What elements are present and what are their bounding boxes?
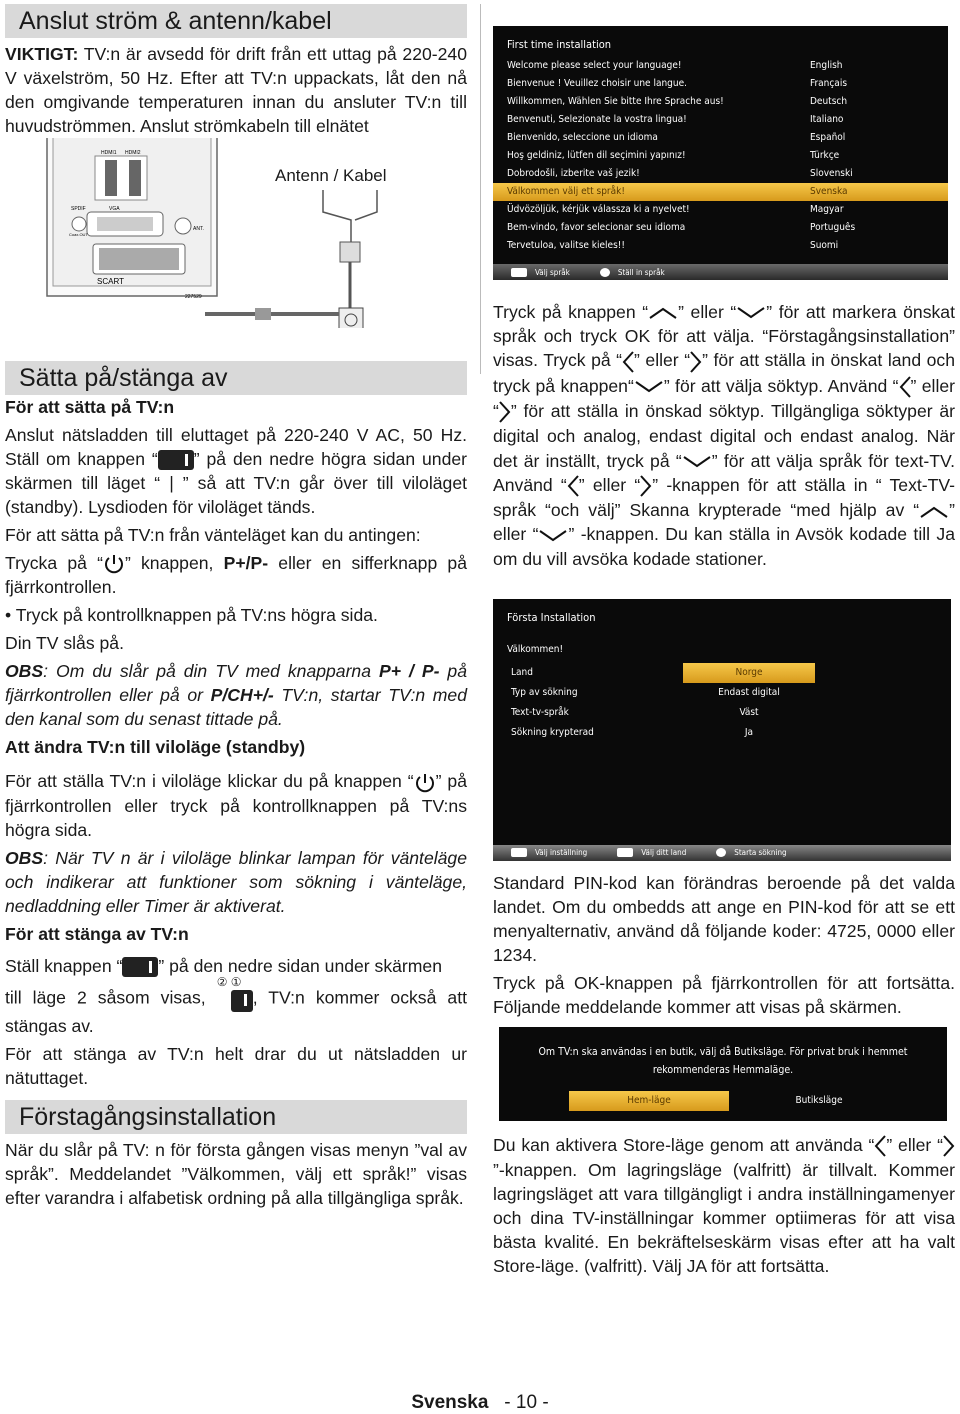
para-standby: För att ställa TV:n i viloläge klickar du på knappen “ ” på fjärrkontrollen eller tryck på kontrollknappen på TV:ns högra sida. <box>5 771 468 840</box>
power-icon <box>103 553 125 575</box>
footer-select-country: Välj ditt land <box>617 848 686 857</box>
language-row[interactable] <box>493 129 948 147</box>
footer-select-setting: Välj inställning <box>511 848 587 857</box>
para-press-power: Trycka på “ ” knappen, P+/P- eller en sifferknapp på fjärrkontrollen. <box>5 553 467 598</box>
section-title-on-off: Sätta på/stänga av <box>5 361 467 395</box>
screen-title: Första Installation <box>507 610 596 624</box>
language-welcome-text: Tervetuloa, valitse kieles!! <box>507 240 625 251</box>
setting-label: Land <box>511 666 533 678</box>
page-number: - 10 - <box>504 1392 549 1413</box>
down-arrow-icon <box>538 530 568 542</box>
language-name: Português <box>810 222 856 233</box>
power-icon <box>414 772 436 794</box>
setting-value[interactable]: Väst <box>739 706 759 718</box>
language-welcome-text: Bienvenue ! Veuillez choisir une langue. <box>507 78 687 89</box>
language-row[interactable] <box>493 57 948 75</box>
welcome-text: Välkommen! <box>507 643 564 655</box>
footer-language: Svenska <box>411 1392 489 1413</box>
switch-icon <box>122 957 158 977</box>
para-tv-on: Din TV slås på. <box>5 633 124 654</box>
language-name: Français <box>810 78 848 89</box>
setting-row[interactable] <box>493 703 951 723</box>
setting-row[interactable] <box>493 663 951 683</box>
language-row[interactable] <box>493 183 948 201</box>
language-welcome-text: Välkommen välj ett språk! <box>507 186 625 197</box>
language-name: Türkçe <box>810 150 840 161</box>
language-welcome-text: Benvenuti, Selezionate la vostra lingua! <box>507 114 687 125</box>
right-column <box>493 26 955 1278</box>
left-arrow-icon <box>874 1134 886 1158</box>
antenna-label: Antenn / Kabel <box>275 166 387 185</box>
settings-list <box>493 663 951 743</box>
coax-label: Coax.OUT <box>69 232 88 237</box>
para-first-install: När du slår på TV: n för första gången visas menyn ”val av språk”. Meddelandet ”Välkommen, välj ett språk!” visas efter varandra i alfabetisk ordning på alla tillgängliga språk. <box>5 1139 467 1208</box>
para-connect: Anslut nätsladden till eluttaget på 220-240 V AC, 50 Hz. Ställ om knappen “ ” på den nedre högra sidan under skärmen till läget “ | ” så att TV:n går över till viloläget (standby). Lysdioden för viloläget tänds. <box>5 425 467 517</box>
para-switch-off: Ställ knappen “ ” på den nedre sidan under skärmen <box>5 955 443 976</box>
right-arrow-icon <box>640 474 652 498</box>
language-welcome-text: Dobrodošli, izberite vaš jezik! <box>507 168 640 179</box>
store-mode-screen <box>499 1027 947 1121</box>
subheading-standby: Att ändra TV:n till viloläge (standby) <box>5 737 306 758</box>
language-welcome-text: Bienvenido, seleccione un idioma <box>507 132 658 143</box>
setting-value[interactable]: Ja <box>744 726 754 738</box>
scart-label: SCART <box>97 277 124 286</box>
para-ok: Tryck på OK-knappen på fjärrkontrollen för att fortsätta. Följande meddelande kommer att visas på skärmen. <box>493 972 955 1017</box>
screen-footer <box>493 264 948 280</box>
down-arrow-icon <box>634 381 664 393</box>
language-name: Svenska <box>810 186 848 197</box>
subheading-turn-off: För att stänga av TV:n <box>5 923 189 944</box>
setting-label: Sökning krypterad <box>511 726 594 738</box>
up-arrow-icon <box>919 506 949 518</box>
language-name: Slovenski <box>810 168 853 179</box>
store-mode-message: Om TV:n ska användas i en butik, välj då Butiksläge. För privat bruk i hemmet rekommenderas Hemmaläge. <box>538 1045 908 1076</box>
left-arrow-icon <box>622 350 634 374</box>
setting-label: Text-tv-språk <box>511 706 569 718</box>
language-welcome-text: Willkommen, Wählen Sie bitte Ihre Sprache aus! <box>507 96 724 107</box>
left-column <box>5 4 467 1210</box>
up-arrow-icon <box>648 307 678 319</box>
panel-code: 227529 <box>185 294 202 300</box>
para-store-mode: Du kan aktivera Store-läge genom att använda “ ” eller “”-knappen. Om lagringsläge (valfritt) är tillvalt. Kommer lagringsläget att vara tillgängligt i andra inställningamenyer och dina TV-inställningar kommer optiimeras för att visa bästa kvalité. En bekräftelseskärm visas efter att ha valt Store-läge. (valfritt). Välj JA för att fortsätta. <box>493 1134 955 1277</box>
setting-value[interactable]: Norge <box>683 663 815 683</box>
language-row[interactable] <box>493 75 948 93</box>
language-row[interactable] <box>493 93 948 111</box>
page-footer <box>0 1392 960 1414</box>
language-row[interactable] <box>493 165 948 183</box>
language-welcome-text: Welcome please select your language! <box>507 60 682 71</box>
hdmi2-label: HDMI2 <box>125 150 141 156</box>
hdmi1-label: HDMI1 <box>101 150 117 156</box>
screen-footer <box>493 845 951 861</box>
obs-note-1: OBS: Om du slår på din TV med knapparna P+ / P- på fjärrkontrollen eller på or P/CH+/- TV:n, startar TV:n med den kanal som du senast tittade på. <box>5 661 467 730</box>
para-position-2: till läge 2 såsom visas, ② ① , TV:n kommer också att stängas av. <box>5 974 467 1036</box>
footer-set-language: Ställ in språk <box>600 268 665 277</box>
left-arrow-icon <box>899 375 911 399</box>
setting-label: Typ av sökning <box>511 686 578 698</box>
language-row[interactable] <box>493 147 948 165</box>
setting-row[interactable] <box>493 723 951 743</box>
first-installation-screen <box>493 599 951 861</box>
language-row[interactable] <box>493 111 948 129</box>
right-arrow-icon <box>690 350 702 374</box>
language-row[interactable] <box>493 201 948 219</box>
home-mode-option[interactable]: Hem-läge <box>569 1091 729 1111</box>
language-name: English <box>810 60 843 71</box>
language-list <box>493 57 948 255</box>
setting-value[interactable]: Endast digital <box>718 686 780 698</box>
switch-icon <box>158 450 194 470</box>
subheading-turn-on: För att sätta på TV:n <box>5 397 175 417</box>
connection-diagram <box>5 138 467 328</box>
language-name: Magyar <box>810 204 844 215</box>
language-row[interactable] <box>493 237 948 255</box>
tv-back-panel-image <box>5 138 467 328</box>
down-arrow-icon <box>736 307 766 319</box>
switch-position-icon: ② ① <box>217 984 253 1014</box>
footer-start-search: Starta sökning <box>716 848 786 857</box>
column-divider <box>480 4 481 374</box>
para-unplug: För att stänga av TV:n helt drar du ut nätsladden ur nätuttaget. <box>5 1043 467 1088</box>
screen-title: First time installation <box>507 38 612 51</box>
language-welcome-text: Hoş geldiniz, lütfen dil seçimini yapınız! <box>507 150 686 161</box>
obs-note-2: OBS: När TV n är i viloläge blinkar lampan för vänteläge och indikerar att funktioner som sökning i vänteläge, nedladdning eller Timer är aktiverat. <box>5 847 467 916</box>
important-note: VIKTIGT: TV:n är avsedd för drift från ett uttag på 220-240 V växelström, 50 Hz. Efter att TV:n uppackats, låt den nå den omgivande temperaturen innan du ansluter TV:n till huvudströmmen. Anslut strömkabeln till elnätet <box>5 44 467 136</box>
spdif-label: SPDIF <box>71 206 86 212</box>
para-standby-options: För att sätta på TV:n från vänteläget kan du antingen: <box>5 525 421 545</box>
vga-label: VGA <box>109 206 120 212</box>
language-name: Suomi <box>810 240 839 251</box>
section-title-power-antenna: Anslut ström & antenn/kabel <box>5 4 467 38</box>
setting-row[interactable] <box>493 683 951 703</box>
language-name: Italiano <box>810 114 844 125</box>
para-pin: Standard PIN-kod kan förändras beroende på det valda landet. Om du ombedds att ange en PIN-kod för att se ett menyalternativ, använd då följande koder: 4725, 0000 eller 1234. <box>493 872 955 965</box>
right-arrow-icon <box>943 1134 955 1158</box>
down-arrow-icon <box>682 456 712 468</box>
store-mode-option[interactable]: Butiksläge <box>795 1094 843 1106</box>
ant-label: ANT. <box>193 226 204 232</box>
section-title-first-install: Förstagångsinstallation <box>5 1100 467 1134</box>
left-arrow-icon <box>567 474 579 498</box>
bullet-control-button: • Tryck på kontrollknappen på TV:ns högra sida. <box>5 605 378 626</box>
language-row[interactable] <box>493 219 948 237</box>
language-welcome-text: Bem-vindo, favor selecionar seu idioma <box>507 222 686 233</box>
language-name: Español <box>810 132 846 143</box>
para-navigation: Tryck på knappen “ ” eller “ ” för att markera önskat språk och tryck OK för att välja. “Förstagångsinstallation” visas. Tryck på “ ” eller “ ” för att ställa in önskat land och tryck på knappen“ ” för att välja söktyp. Använd “ ” eller “ ” för att ställa in önskad söktyp. Tillgängliga söktyper är digital och analog, endast digital och endast analog. När det är inställt, tryck på “ ” för att välja språk för text-TV. Använd “ ” eller “ ” -knappen för att ställa in “ Text-TV-språk “och välj” Skanna krypterade “med hjälp av “ ” eller “ ” -knappen. Du kan ställa in Avsök kodade till Ja om du vill avsöka kodade stationer. <box>493 302 955 569</box>
footer-select-language: Välj språk <box>511 268 570 277</box>
language-select-screen <box>493 26 948 280</box>
language-welcome-text: Üdvözöljük, kérjük válassza ki a nyelvet! <box>507 204 690 215</box>
right-arrow-icon <box>499 400 511 424</box>
language-name: Deutsch <box>810 96 848 107</box>
